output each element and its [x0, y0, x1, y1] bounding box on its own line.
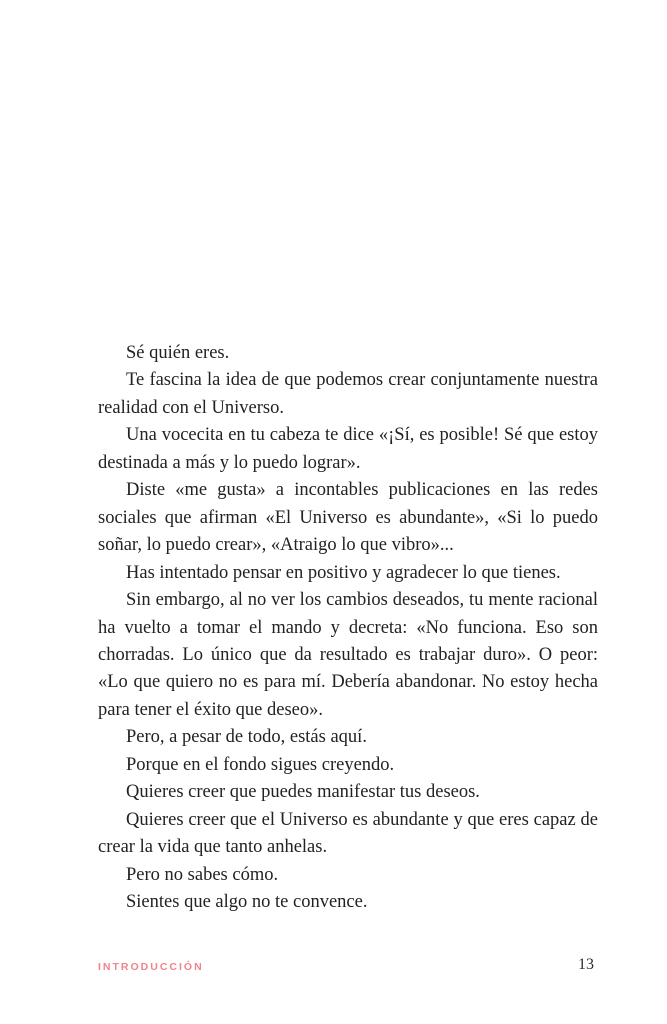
paragraph: Diste «me gusta» a incontables publicaciones en las redes sociales que afirman «El Universo es abundante», «Si lo puedo soñar, lo puedo crear», «Atraigo lo que vibro»... — [98, 480, 598, 556]
paragraph: Quieres creer que el Universo es abundante y que eres capaz de crear la vida que tanto anhelas. — [98, 809, 598, 858]
paragraph: Pero, a pesar de todo, estás aquí. — [126, 727, 367, 748]
footer-section-label: INTRODUCCIÓN — [98, 961, 204, 973]
paragraph: Te fascina la idea de que podemos crear conjuntamente nuestra realidad con el Universo. — [98, 370, 598, 418]
paragraph: Sientes que algo no te convence. — [126, 892, 368, 913]
page-number: 13 — [578, 956, 594, 973]
body-text — [98, 340, 598, 917]
paragraph: Porque en el fondo sigues creyendo. — [126, 754, 395, 775]
paragraph: Has intentado pensar en positivo y agradecer lo que tienes. — [126, 562, 561, 583]
paragraph: Una vocecita en tu cabeza te dice «¡Sí, es posible! Sé que estoy destinada a más y lo puedo lograr». — [98, 425, 598, 473]
paragraph: Sé quién eres. — [126, 343, 230, 363]
paragraph: Pero no sabes cómo. — [126, 864, 279, 885]
paragraph: Sin embargo, al no ver los cambios deseados, tu mente racional ha vuelto a tomar el mando y decreta: «No funciona. Eso son chorradas. Lo único que da resultado es trabajar duro». O peor: «Lo que quiero no es para mí. Debería abandonar. No estoy hecha para tener el éxito que deseo». — [98, 590, 598, 720]
paragraph: Quieres creer que puedes manifestar tus deseos. — [126, 782, 480, 803]
